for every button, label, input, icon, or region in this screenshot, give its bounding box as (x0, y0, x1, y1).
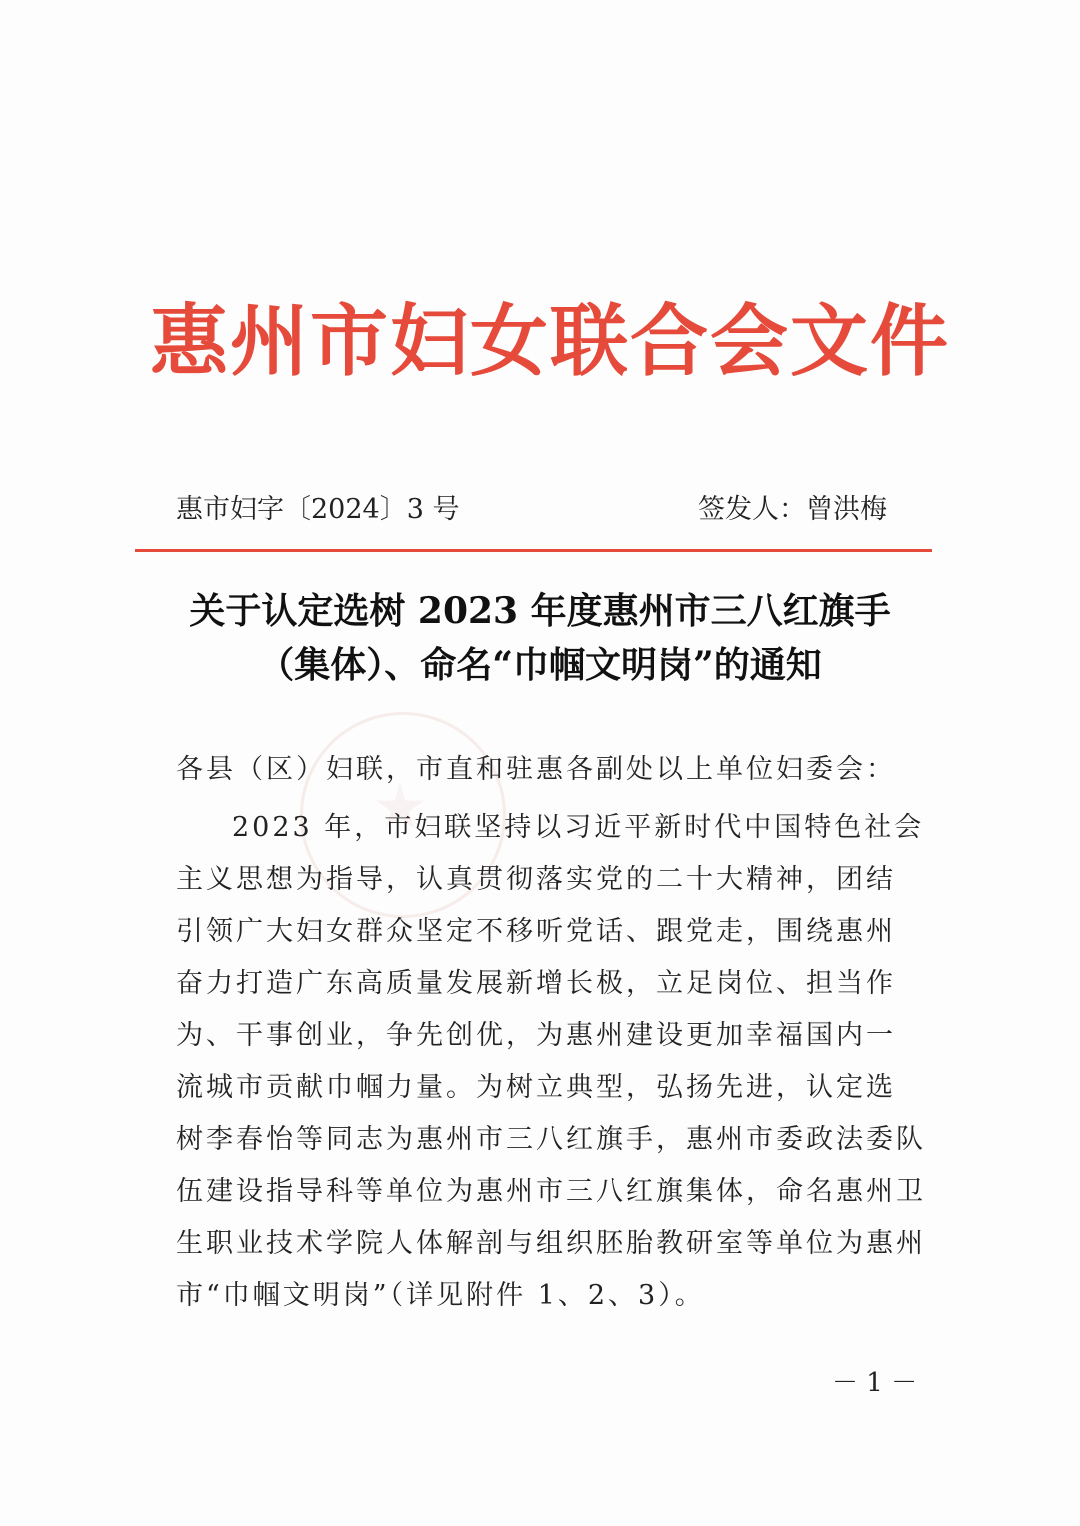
body-line: 为、干事创业，争先创优，为惠州建设更加幸福国内一 (176, 1020, 896, 1051)
body-line: 市“巾帼文明岗”（详见附件 1、2、3）。 (176, 1280, 705, 1311)
notice-title (130, 584, 950, 692)
body-line: 生职业技术学院人体解剖与组织胚胎教研室等单位为惠州 (176, 1228, 926, 1259)
body-line: 引领广大妇女群众坚定不移听党话、跟党走，围绕惠州 (176, 916, 896, 947)
body-line: 奋力打造广东高质量发展新增长极，立足岗位、担当作 (176, 968, 896, 999)
body-line: 主义思想为指导，认真贯彻落实党的二十大精神，团结 (176, 864, 896, 895)
body-text (176, 802, 926, 1322)
body-line: 树李春怡等同志为惠州市三八红旗手，惠州市委政法委队 (176, 1124, 926, 1155)
body-line: 2023 年，市妇联坚持以习近平新时代中国特色社会 (232, 812, 925, 843)
notice-title-line-2: （集体）、命名“巾帼文明岗”的通知 (258, 644, 822, 686)
signer-line: 签发人：曾洪梅 (698, 494, 887, 525)
body-line: 流城市贡献巾帼力量。为树立典型，弘扬先进，认定选 (176, 1072, 896, 1103)
document-number: 惠市妇字〔2024〕3 号 (176, 494, 460, 525)
body-line: 伍建设指导科等单位为惠州市三八红旗集体，命名惠州卫 (176, 1176, 926, 1207)
notice-title-line-1: 关于认定选树 2023 年度惠州市三八红旗手 (189, 590, 891, 632)
issuer-header-title: 惠州市妇女联合会文件 (150, 296, 951, 387)
red-divider-rule (135, 549, 932, 552)
salutation: 各县（区）妇联，市直和驻惠各副处以上单位妇委会： (176, 754, 896, 785)
page-number: － 1 － (832, 1368, 918, 1398)
